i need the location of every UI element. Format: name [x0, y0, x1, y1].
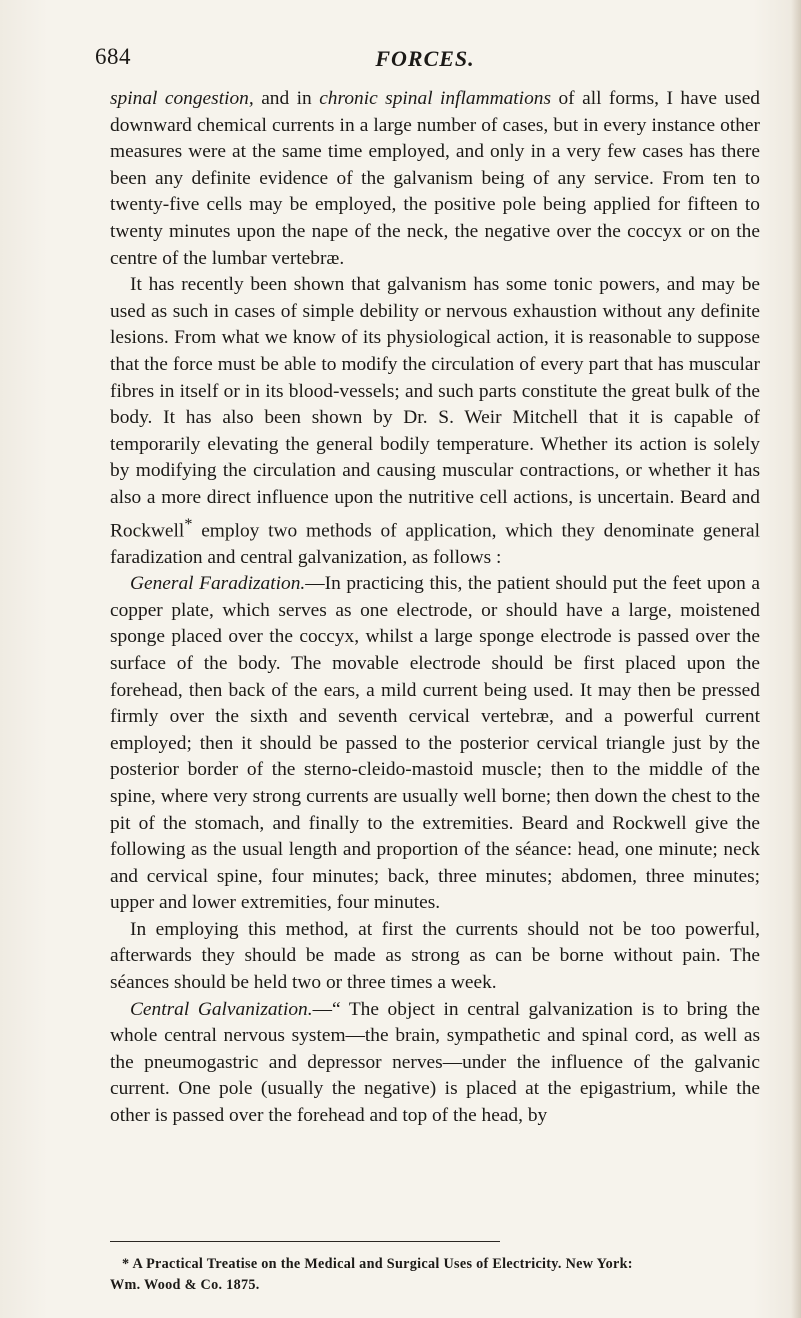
section-heading-inline: General Faradization. — [130, 573, 306, 595]
paragraph — [110, 917, 760, 997]
paragraph — [110, 86, 760, 272]
text-run: and in — [253, 88, 320, 109]
page-number: 684 — [95, 44, 131, 69]
text-run: —“ The object in central galvanization is to bring the whole central nervous system—the brain, sympathetic and spinal cord, as well as the pneumogastric and depressor nerves—under the influence of the galvanic current. One pole (usually the negative) is placed at the epigastrium, while the other is passed over the forehead and top of the head, by — [110, 998, 761, 1127]
body-text — [110, 86, 760, 1130]
text-run: —In practicing this, the patient should put the feet upon a copper plate, which serves as one electrode, or should have a large, moistened sponge placed over the coccyx, whilst a large sponge electrode is passed over the surface of the body. The movable electrode should be first placed upon the forehead, then back of the ears, a mild current being used. It may then be pressed firmly over the sixth and seventh cervical vertebræ, and a powerful current employed; then it should be passed to the posterior cervical triangle just by the posterior border of the sterno-cleido-mastoid muscle; then to the middle of the spine, where very strong currents are usually well borne; then down the chest to the pit of the stomach, and finally to the extremities. Beard and Rockwell give the following as the usual length and proportion of the séance: head, one minute; neck and cervical spine, four minutes; back, three minutes; abdomen, three minutes; upper and lower extremities, four minutes. — [110, 573, 760, 914]
italic-phrase: chronic spinal inflammations — [319, 88, 552, 109]
footnote-line: * A Practical Treatise on the Medical and Surgical Uses of Electricity. New York: — [122, 1256, 633, 1272]
paragraph — [110, 997, 760, 1130]
footnote — [110, 1254, 760, 1296]
section-heading-inline: Central Galvanization. — [130, 998, 313, 1020]
text-run: of all forms, I have used downward chemical currents in a large number of cases, but in every instance other measures were at the same time employed, and only in a very few cases has there been any definite evidence of the galvanism being of any service. From ten to twenty-five cells may be employed, the positive pole being applied for fifteen to twenty minutes upon the nape of the neck, the negative over the coccyx or on the centre of the lumbar vertebræ. — [110, 88, 760, 269]
text-run: It has recently been shown that galvanism has some tonic powers, and may be used as such in cases of simple debility or nervous exhaustion without any definite lesions. From what we know of its physiological action, it is reasonable to suppose that the force must be able to modify the circulation of every part that has muscular fibres in itself or in its blood-vessels; and such parts constitute the great bulk of the body. It has also been shown by Dr. S. Weir Mitchell that it is capable of temporarily elevating the general bodily temperature. Whether its action is solely by modifying the circulation and causing muscular contractions, or whether it has also a more direct influence upon the nutritive cell actions, is uncertain. Beard and Rockwell — [110, 274, 760, 541]
text-run: In employing this method, at first the currents should not be too powerful, afterwards they should be made as strong as can be borne without pain. The séances should be held two or three times a week. — [110, 918, 760, 994]
paragraph — [110, 571, 760, 917]
page-edge-shadow — [791, 0, 801, 1318]
footnote-line: Wm. Wood & Co. 1875. — [110, 1277, 260, 1293]
footnote-rule — [110, 1241, 500, 1242]
italic-phrase: spinal congestion, — [110, 88, 254, 109]
running-head: FORCES. — [375, 46, 475, 71]
text-run: employ two methods of application, which they denominate general faradization and central galvanization, as follows : — [110, 519, 760, 568]
footnote-marker: * — [184, 515, 193, 533]
page-header — [95, 44, 755, 74]
paragraph — [110, 272, 760, 571]
